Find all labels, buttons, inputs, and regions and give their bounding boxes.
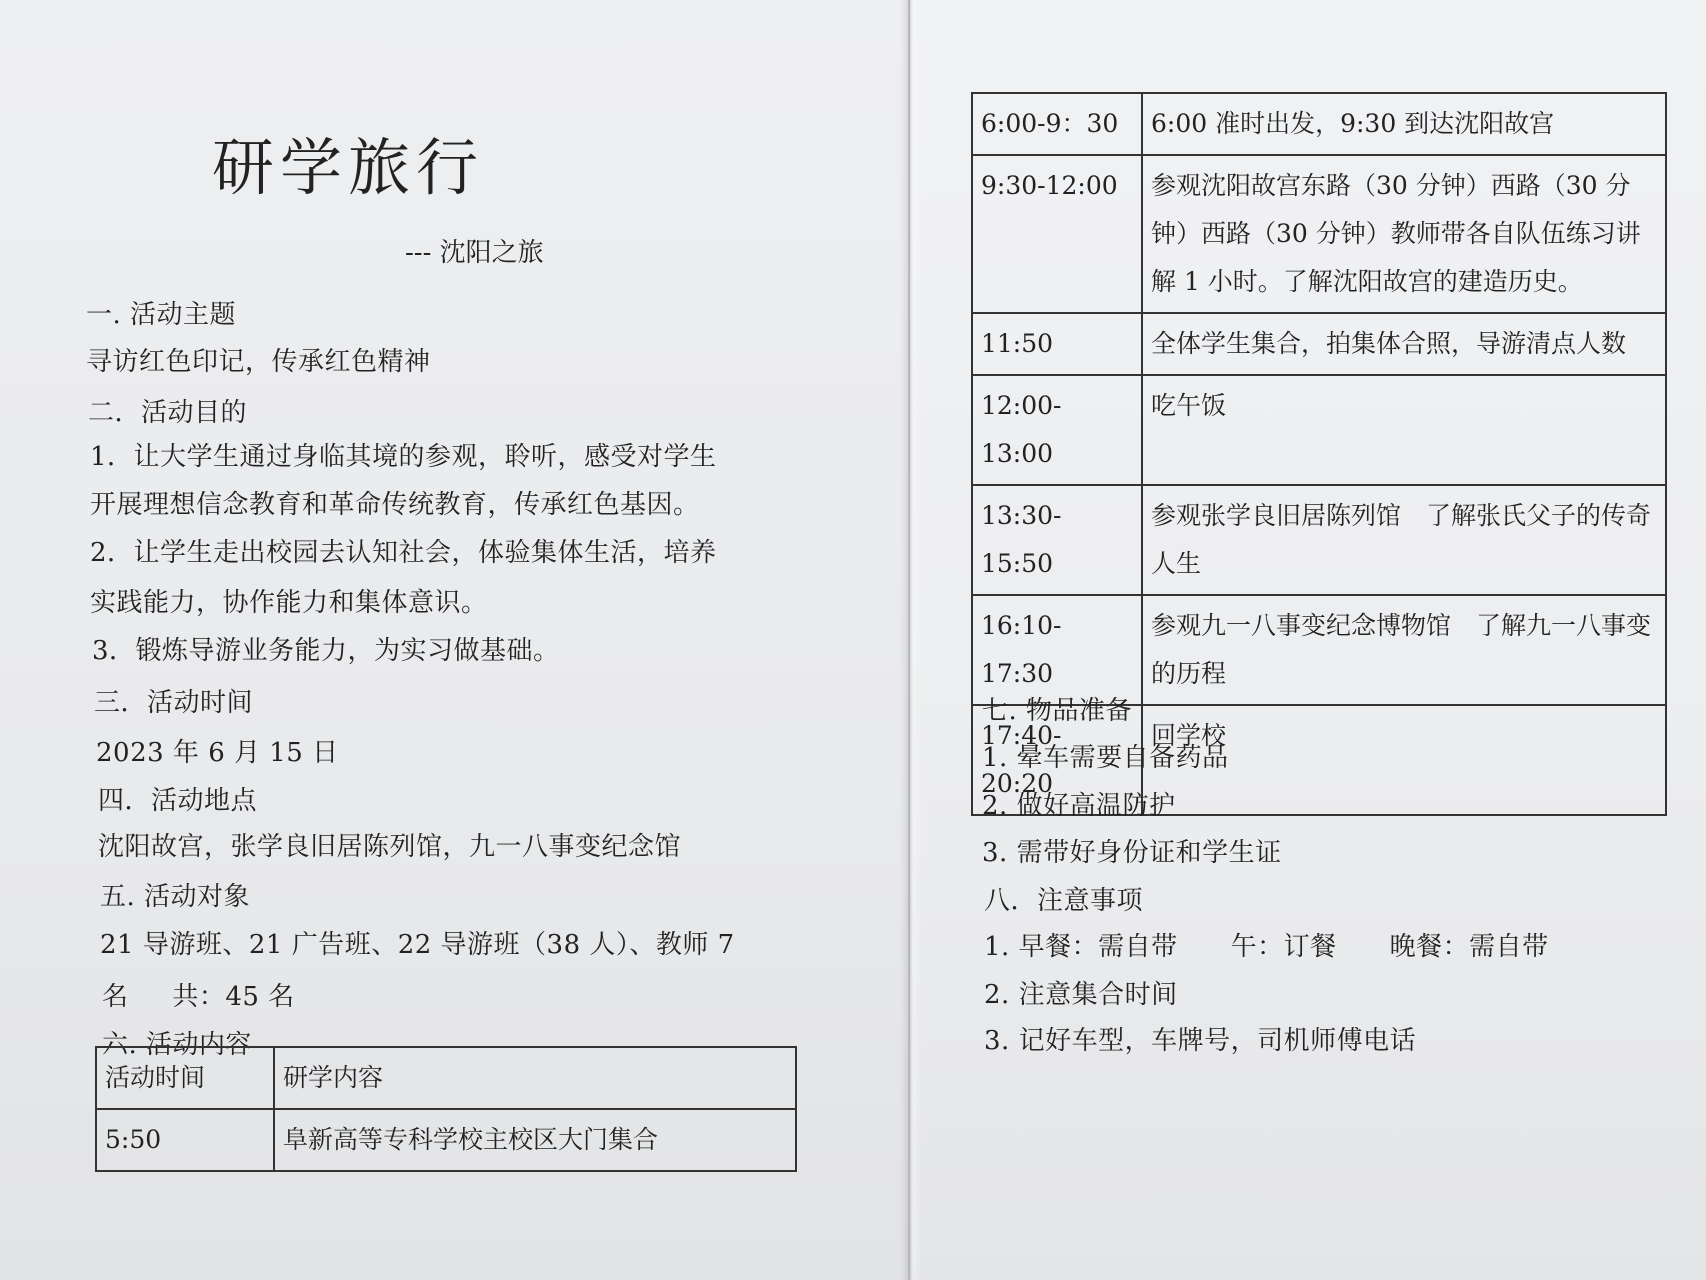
notes-line: 3. 记好车型，车牌号，司机师傅电话 bbox=[984, 1026, 1417, 1056]
document-subtitle: --- 沈阳之旅 bbox=[405, 238, 544, 268]
time-cell: 6:00-9：30 bbox=[972, 93, 1142, 155]
section-purpose-heading: 二．活动目的 bbox=[88, 398, 248, 428]
table-row bbox=[972, 485, 1666, 595]
content-cell: 参观张学良旧居陈列馆 了解张氏父子的传奇人生 bbox=[1142, 485, 1666, 595]
section-place-heading: 四．活动地点 bbox=[98, 786, 258, 816]
section-theme-text: 寻访红色印记，传承红色精神 bbox=[86, 347, 431, 377]
time-cell: 5:50 bbox=[96, 1109, 274, 1171]
document-title: 研学旅行 bbox=[212, 131, 485, 204]
table-row bbox=[972, 313, 1666, 375]
content-cell: 参观九一八事变纪念博物馆 了解九一八事变的历程 bbox=[1142, 595, 1666, 705]
section-theme-heading: 一. 活动主题 bbox=[86, 300, 237, 330]
items-line: 3. 需带好身份证和学生证 bbox=[982, 838, 1282, 868]
table-row bbox=[972, 93, 1666, 155]
table-row bbox=[96, 1109, 796, 1171]
section-target-heading: 五. 活动对象 bbox=[100, 882, 251, 912]
page-fold bbox=[900, 0, 922, 1280]
notes-heading: 八．注意事项 bbox=[984, 886, 1144, 916]
table-row bbox=[972, 155, 1666, 313]
header-content-cell: 研学内容 bbox=[274, 1047, 796, 1109]
section-target-line: 名 共：45 名 bbox=[102, 982, 295, 1012]
table-header-row bbox=[96, 1047, 796, 1109]
purpose-line: 开展理想信念教育和革命传统教育，传承红色基因。 bbox=[90, 490, 700, 520]
purpose-line: 2．让学生走出校园去认知社会，体验集体生活，培养 bbox=[90, 538, 717, 568]
time-cell: 9:30-12:00 bbox=[972, 155, 1142, 313]
section-place-text: 沈阳故宫，张学良旧居陈列馆，九一八事变纪念馆 bbox=[98, 832, 682, 862]
purpose-line: 实践能力，协作能力和集体意识。 bbox=[90, 588, 488, 618]
time-cell: 17:40-20:20 bbox=[972, 705, 1142, 815]
time-cell: 11:50 bbox=[972, 313, 1142, 375]
items-line: 1. 晕车需要自备药品 bbox=[982, 743, 1229, 773]
notes-line: 1. 早餐：需自带 午：订餐 晚餐：需自带 bbox=[984, 932, 1549, 962]
section-time-text: 2023 年 6 月 15 日 bbox=[96, 738, 339, 768]
time-cell: 12:00-13:00 bbox=[972, 375, 1142, 485]
content-cell: 6:00 准时出发，9:30 到达沈阳故宫 bbox=[1142, 93, 1666, 155]
time-cell: 13:30-15:50 bbox=[972, 485, 1142, 595]
table-row bbox=[972, 375, 1666, 485]
header-time-cell: 活动时间 bbox=[96, 1047, 274, 1109]
section-time-heading: 三．活动时间 bbox=[94, 688, 254, 718]
content-cell: 阜新高等专科学校主校区大门集合 bbox=[274, 1109, 796, 1171]
items-line: 2. 做好高温防护 bbox=[982, 791, 1176, 821]
notes-line: 2. 注意集合时间 bbox=[984, 980, 1178, 1010]
content-cell: 回学校 bbox=[1142, 705, 1666, 815]
content-cell: 吃午饭 bbox=[1142, 375, 1666, 485]
section-content-heading: 六. 活动内容 bbox=[102, 1030, 253, 1060]
section-target-line: 21 导游班、21 广告班、22 导游班（38 人）、教师 7 bbox=[100, 930, 735, 960]
content-cell: 全体学生集合，拍集体合照，导游清点人数 bbox=[1142, 313, 1666, 375]
schedule-table-left bbox=[95, 1046, 797, 1172]
table-row bbox=[972, 595, 1666, 705]
purpose-line: 3．锻炼导游业务能力，为实习做基础。 bbox=[92, 636, 560, 666]
items-heading: 七. 物品准备 bbox=[982, 696, 1133, 726]
purpose-line: 1．让大学生通过身临其境的参观，聆听，感受对学生 bbox=[90, 442, 717, 472]
time-cell: 16:10-17:30 bbox=[972, 595, 1142, 705]
content-cell: 参观沈阳故宫东路（30 分钟）西路（30 分钟）西路（30 分钟）教师带各自队伍练习讲解 1 小时。了解沈阳故宫的建造历史。 bbox=[1142, 155, 1666, 313]
